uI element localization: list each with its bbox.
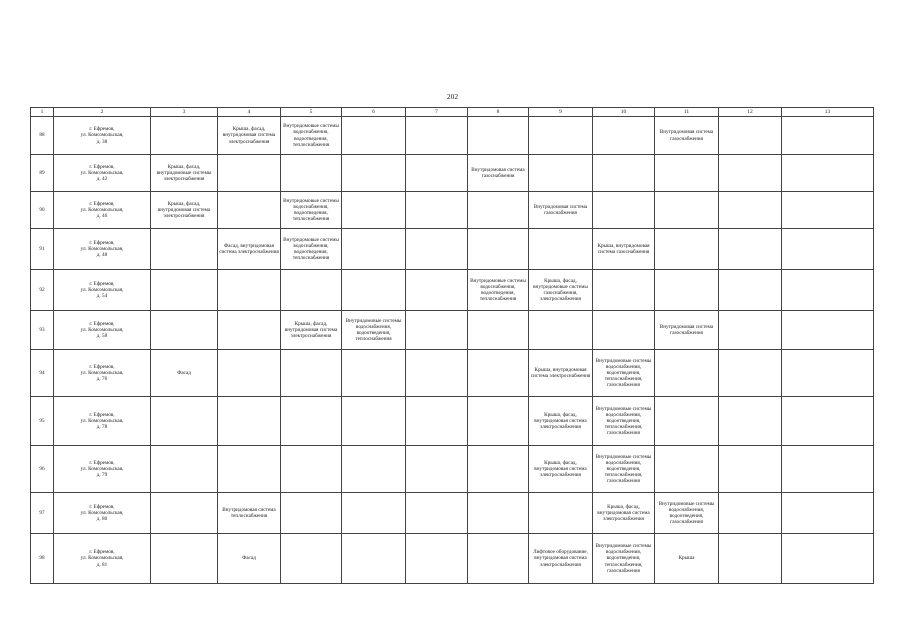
work-cell-col-4: Внутридомовая система теплоснабжения xyxy=(218,493,281,534)
work-cell-col-13 xyxy=(782,155,874,192)
work-cell-col-9: Крыша, фасад, внутридомовая система электроснабжения xyxy=(529,446,593,493)
work-cell-col-4: Фасад xyxy=(218,534,281,584)
work-cell-col-13 xyxy=(782,270,874,311)
work-cell-col-12 xyxy=(719,155,782,192)
row-number: 95 xyxy=(31,397,54,446)
work-cell-col-11 xyxy=(655,270,719,311)
row-number: 96 xyxy=(31,446,54,493)
address-line: г. Ефремов, xyxy=(89,239,115,246)
work-cell-col-11 xyxy=(655,397,719,446)
row-number: 94 xyxy=(31,350,54,397)
column-header: 4 xyxy=(218,108,281,117)
work-cell-col-12 xyxy=(719,446,782,493)
work-cell-col-11: Крыша xyxy=(655,534,719,584)
table-row xyxy=(31,117,874,155)
work-cell-col-10: Крыша, фасад, внутридомовая система электроснабжения xyxy=(593,493,655,534)
address-line: г. Ефремов, xyxy=(89,320,115,327)
work-cell-col-5 xyxy=(281,155,342,192)
work-cell-col-13 xyxy=(782,534,874,584)
work-cell-col-12 xyxy=(719,270,782,311)
work-cell-col-9 xyxy=(529,493,593,534)
address-line: г. Ефремов, xyxy=(89,549,115,556)
row-number: 92 xyxy=(31,270,54,311)
address-cell xyxy=(54,270,151,311)
address-line: ул. Комсомольская, xyxy=(80,417,124,424)
work-cell-col-5 xyxy=(281,397,342,446)
column-header: 3 xyxy=(151,108,218,117)
work-cell-col-3 xyxy=(151,534,218,584)
work-cell-col-10: Крыша, внутридомовая система газоснабжения xyxy=(593,229,655,270)
work-cell-col-9 xyxy=(529,155,593,192)
work-cell-col-6 xyxy=(342,117,406,155)
work-cell-col-9: Крыша, внутридомовая система электроснабжения xyxy=(529,350,593,397)
work-cell-col-4: Фасад, внутридомовая система электроснабжения xyxy=(218,229,281,270)
work-cell-col-11: Внутридомовая система газоснабжения xyxy=(655,311,719,350)
work-cell-col-6 xyxy=(342,270,406,311)
address-line: д. 79 xyxy=(96,472,108,479)
work-cell-col-13 xyxy=(782,493,874,534)
row-number: 97 xyxy=(31,493,54,534)
work-cell-col-4: Крыша, фасад, внутридомовая система электроснабжения xyxy=(218,117,281,155)
address-line: д. 78 xyxy=(96,424,108,431)
work-cell-col-7 xyxy=(406,446,468,493)
table-header xyxy=(31,108,874,117)
work-cell-col-7 xyxy=(406,192,468,229)
work-cell-col-10 xyxy=(593,192,655,229)
address-line: ул. Комсомольская, xyxy=(80,555,124,562)
address-cell xyxy=(54,117,151,155)
work-cell-col-6 xyxy=(342,155,406,192)
address-line: г. Ефремов, xyxy=(89,280,115,287)
address-line: д. 76 xyxy=(96,376,108,383)
address-line: г. Ефремов, xyxy=(89,200,115,207)
column-header: 8 xyxy=(468,108,529,117)
work-cell-col-4 xyxy=(218,350,281,397)
address-line: ул. Комсомольская, xyxy=(80,369,124,376)
work-cell-col-13 xyxy=(782,229,874,270)
address-line: д. 80 xyxy=(96,516,108,523)
column-header: 9 xyxy=(529,108,593,117)
column-header: 5 xyxy=(281,108,342,117)
column-header: 2 xyxy=(54,108,151,117)
row-number: 88 xyxy=(31,117,54,155)
address-cell xyxy=(54,397,151,446)
work-cell-col-13 xyxy=(782,192,874,229)
work-cell-col-7 xyxy=(406,155,468,192)
work-cell-col-6 xyxy=(342,350,406,397)
work-cell-col-3 xyxy=(151,229,218,270)
address-line: ул. Комсомольская, xyxy=(80,286,124,293)
work-cell-col-5: Внутридомовые системы водоснабжения, водоотведения, теплоснабжения xyxy=(281,117,342,155)
table-row xyxy=(31,155,874,192)
work-cell-col-5: Внутридомовые системы водоснабжения, водоотведения, теплоснабжения xyxy=(281,229,342,270)
work-cell-col-11: Внутридомовые системы водоснабжения, водоотведения, газоснабжения xyxy=(655,493,719,534)
column-header: 10 xyxy=(593,108,655,117)
address-line: г. Ефремов, xyxy=(89,459,115,466)
work-cell-col-10: Внутридомовые системы водоснабжения, водоотведения, теплоснабжения, газоснабжения xyxy=(593,350,655,397)
address-line: ул. Комсомольская, xyxy=(80,326,124,333)
column-header: 11 xyxy=(655,108,719,117)
work-cell-col-8: Внутридомовые системы водоснабжения, водоотведения, теплоснабжения xyxy=(468,270,529,311)
work-cell-col-11 xyxy=(655,350,719,397)
work-cell-col-13 xyxy=(782,397,874,446)
work-cell-col-6 xyxy=(342,192,406,229)
address-line: д. 42 xyxy=(96,176,108,183)
work-cell-col-13 xyxy=(782,350,874,397)
row-number: 90 xyxy=(31,192,54,229)
table-row xyxy=(31,311,874,350)
address-cell xyxy=(54,192,151,229)
address-line: д. 48 xyxy=(96,252,108,259)
address-line: ул. Комсомольская, xyxy=(80,509,124,516)
work-cell-col-3: Фасад xyxy=(151,350,218,397)
work-cell-col-5 xyxy=(281,493,342,534)
table-row xyxy=(31,229,874,270)
work-cell-col-8 xyxy=(468,446,529,493)
address-line: ул. Комсомольская, xyxy=(80,132,124,139)
column-header: 12 xyxy=(719,108,782,117)
work-cell-col-4 xyxy=(218,397,281,446)
work-cell-col-9: Крыша, фасад, внутридомовые системы газоснабжения, электроснабжения xyxy=(529,270,593,311)
address-line: ул. Комсомольская, xyxy=(80,245,124,252)
work-cell-col-3 xyxy=(151,446,218,493)
work-cell-col-6: Внутридомовые системы водоснабжения, водоотведения, теплоснабжения xyxy=(342,311,406,350)
table-row xyxy=(31,192,874,229)
row-number: 98 xyxy=(31,534,54,584)
work-cell-col-12 xyxy=(719,117,782,155)
work-cell-col-3 xyxy=(151,397,218,446)
work-cell-col-5: Внутридомовые системы водоснабжения, водоотведения, теплоснабжения xyxy=(281,192,342,229)
work-cell-col-10 xyxy=(593,155,655,192)
repair-schedule-table xyxy=(30,107,874,584)
table-row xyxy=(31,397,874,446)
work-cell-col-4 xyxy=(218,446,281,493)
work-cell-col-4 xyxy=(218,155,281,192)
table-row xyxy=(31,446,874,493)
work-cell-col-8 xyxy=(468,534,529,584)
work-cell-col-12 xyxy=(719,493,782,534)
address-line: г. Ефремов, xyxy=(89,163,115,170)
page-number: 202 xyxy=(446,92,459,101)
table-row xyxy=(31,534,874,584)
work-cell-col-3 xyxy=(151,493,218,534)
work-cell-col-5 xyxy=(281,446,342,493)
work-cell-col-10 xyxy=(593,311,655,350)
column-header: 7 xyxy=(406,108,468,117)
work-cell-col-4 xyxy=(218,311,281,350)
work-cell-col-12 xyxy=(719,311,782,350)
address-cell xyxy=(54,493,151,534)
work-cell-col-7 xyxy=(406,270,468,311)
address-line: ул. Комсомольская, xyxy=(80,206,124,213)
work-cell-col-8 xyxy=(468,117,529,155)
address-line: д. 58 xyxy=(96,333,108,340)
work-cell-col-6 xyxy=(342,397,406,446)
work-cell-col-7 xyxy=(406,350,468,397)
work-cell-col-6 xyxy=(342,534,406,584)
address-line: д. 46 xyxy=(96,213,108,220)
address-cell xyxy=(54,311,151,350)
work-cell-col-10: Внутридомовые системы водоснабжения, водоотведения, теплоснабжения, газоснабжения xyxy=(593,397,655,446)
address-line: д. 81 xyxy=(96,561,108,568)
work-cell-col-13 xyxy=(782,311,874,350)
work-cell-col-10 xyxy=(593,117,655,155)
work-cell-col-10 xyxy=(593,270,655,311)
work-cell-col-11: Внутридомовая система газоснабжения xyxy=(655,117,719,155)
address-cell xyxy=(54,534,151,584)
table-row xyxy=(31,350,874,397)
work-cell-col-10: Внутридомовые системы водоснабжения, водоотведения, теплоснабжения, газоснабжения xyxy=(593,534,655,584)
address-cell xyxy=(54,155,151,192)
work-cell-col-3 xyxy=(151,117,218,155)
work-cell-col-3 xyxy=(151,311,218,350)
table-row xyxy=(31,270,874,311)
work-cell-col-11 xyxy=(655,192,719,229)
work-cell-col-7 xyxy=(406,534,468,584)
work-cell-col-11 xyxy=(655,446,719,493)
work-cell-col-3 xyxy=(151,270,218,311)
work-cell-col-3: Крыша, фасад, внутридомовая система электроснабжения xyxy=(151,192,218,229)
table-row xyxy=(31,493,874,534)
work-cell-col-6 xyxy=(342,493,406,534)
work-cell-col-12 xyxy=(719,534,782,584)
work-cell-col-9 xyxy=(529,229,593,270)
work-cell-col-10: Внутридомовые системы водоснабжения, водоотведения, теплоснабжения, газоснабжения xyxy=(593,446,655,493)
address-cell xyxy=(54,229,151,270)
address-line: ул. Комсомольская, xyxy=(80,465,124,472)
work-cell-col-3: Крыша, фасад, внутридомовые системы электроснабжения xyxy=(151,155,218,192)
work-cell-col-8 xyxy=(468,493,529,534)
work-cell-col-9: Внутридомовая система газоснабжения xyxy=(529,192,593,229)
work-cell-col-8: Внутридомовая система газоснабжения xyxy=(468,155,529,192)
work-cell-col-7 xyxy=(406,397,468,446)
work-cell-col-7 xyxy=(406,493,468,534)
work-cell-col-8 xyxy=(468,229,529,270)
column-header: 13 xyxy=(782,108,874,117)
work-cell-col-13 xyxy=(782,446,874,493)
work-cell-col-7 xyxy=(406,229,468,270)
work-cell-col-4 xyxy=(218,192,281,229)
address-cell xyxy=(54,446,151,493)
work-cell-col-13 xyxy=(782,117,874,155)
address-line: г. Ефремов, xyxy=(89,411,115,418)
row-number: 91 xyxy=(31,229,54,270)
address-line: д. 38 xyxy=(96,138,108,145)
work-cell-col-6 xyxy=(342,446,406,493)
work-cell-col-5: Крыша, фасад, внутридомовая система электроснабжения xyxy=(281,311,342,350)
work-cell-col-9: Крыша, фасад, внутридомовая система электроснабжения xyxy=(529,397,593,446)
work-cell-col-7 xyxy=(406,117,468,155)
work-cell-col-4 xyxy=(218,270,281,311)
work-cell-col-9 xyxy=(529,117,593,155)
address-line: г. Ефремов, xyxy=(89,503,115,510)
work-cell-col-5 xyxy=(281,350,342,397)
row-number: 93 xyxy=(31,311,54,350)
row-number: 89 xyxy=(31,155,54,192)
address-line: д. 54 xyxy=(96,293,108,300)
work-cell-col-8 xyxy=(468,397,529,446)
address-cell xyxy=(54,350,151,397)
work-cell-col-12 xyxy=(719,350,782,397)
work-cell-col-5 xyxy=(281,534,342,584)
work-cell-col-12 xyxy=(719,229,782,270)
work-cell-col-11 xyxy=(655,229,719,270)
address-line: г. Ефремов, xyxy=(89,126,115,133)
work-cell-col-12 xyxy=(719,397,782,446)
address-line: ул. Комсомольская, xyxy=(80,169,124,176)
work-cell-col-8 xyxy=(468,192,529,229)
work-cell-col-12 xyxy=(719,192,782,229)
work-cell-col-8 xyxy=(468,350,529,397)
table-body xyxy=(31,117,874,584)
work-cell-col-7 xyxy=(406,311,468,350)
work-cell-col-11 xyxy=(655,155,719,192)
address-line: г. Ефремов, xyxy=(89,363,115,370)
work-cell-col-9: Лифтовое оборудование, внутридомовая система электроснабжения xyxy=(529,534,593,584)
work-cell-col-8 xyxy=(468,311,529,350)
header-row xyxy=(31,108,874,117)
column-header: 6 xyxy=(342,108,406,117)
work-cell-col-5 xyxy=(281,270,342,311)
work-cell-col-9 xyxy=(529,311,593,350)
work-cell-col-6 xyxy=(342,229,406,270)
column-header: 1 xyxy=(31,108,54,117)
